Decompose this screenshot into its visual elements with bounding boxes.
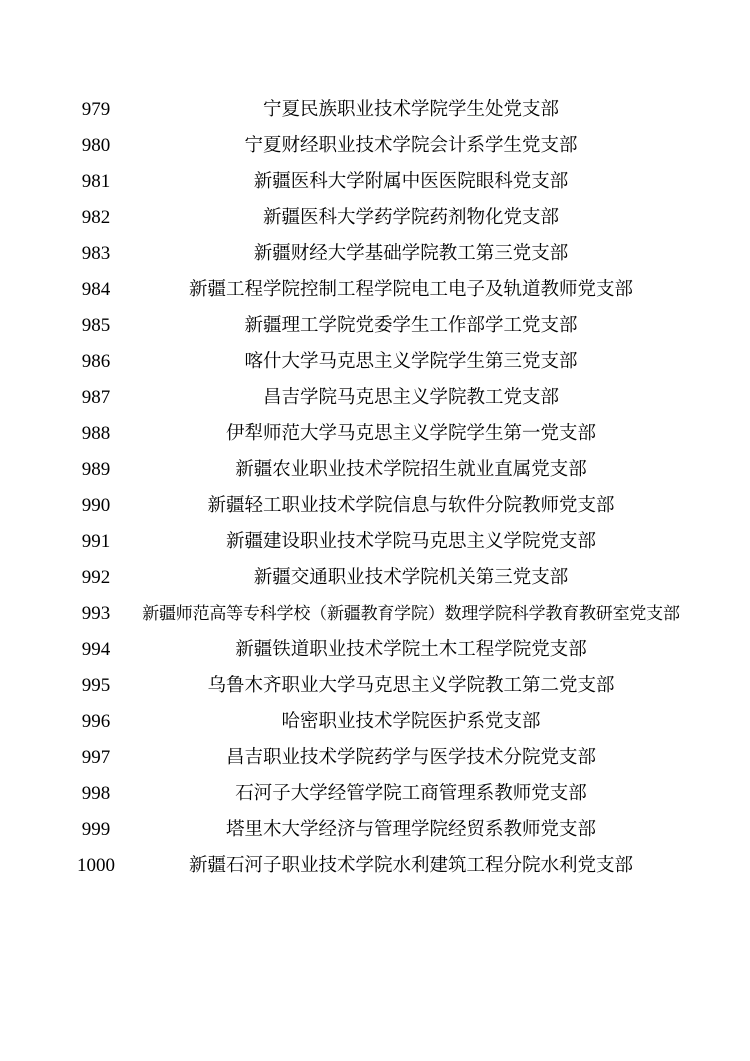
table-row xyxy=(60,91,690,127)
table-row xyxy=(60,235,690,271)
row-number: 979 xyxy=(81,98,111,120)
branch-name: 新疆铁道职业技术学院土木工程学院党支部 xyxy=(235,637,587,659)
row-number: 999 xyxy=(81,818,111,840)
branch-name: 新疆财经大学基础学院教工第三党支部 xyxy=(253,241,569,263)
row-number: 987 xyxy=(81,386,111,408)
table-row xyxy=(60,127,690,163)
branch-name: 新疆医科大学药学院药剂物化党支部 xyxy=(262,205,559,227)
branch-name: 新疆建设职业技术学院马克思主义学院党支部 xyxy=(225,529,596,551)
row-number: 980 xyxy=(81,134,111,156)
branch-name: 新疆交通职业技术学院机关第三党支部 xyxy=(253,565,569,587)
row-number: 984 xyxy=(81,278,111,300)
table-row xyxy=(60,775,690,811)
table-row xyxy=(60,379,690,415)
table-row xyxy=(60,271,690,307)
branch-name: 新疆农业职业技术学院招生就业直属党支部 xyxy=(235,457,587,479)
table-row xyxy=(60,523,690,559)
table-row xyxy=(60,415,690,451)
row-number: 991 xyxy=(81,530,111,552)
table-row xyxy=(60,631,690,667)
table-row xyxy=(60,343,690,379)
row-number: 989 xyxy=(81,458,111,480)
branch-name: 新疆医科大学附属中医医院眼科党支部 xyxy=(253,169,569,191)
row-number: 993 xyxy=(81,602,111,624)
row-number: 985 xyxy=(81,314,111,336)
branch-name: 新疆轻工职业技术学院信息与软件分院教师党支部 xyxy=(207,493,615,515)
row-number: 981 xyxy=(81,170,111,192)
table-row xyxy=(60,163,690,199)
table-row xyxy=(60,199,690,235)
branch-name: 新疆石河子职业技术学院水利建筑工程分院水利党支部 xyxy=(188,853,633,875)
table-row xyxy=(60,307,690,343)
row-number: 998 xyxy=(81,782,111,804)
row-number: 983 xyxy=(81,242,111,264)
row-number: 997 xyxy=(81,746,111,768)
branch-name: 新疆工程学院控制工程学院电工电子及轨道教师党支部 xyxy=(188,277,633,299)
table-row xyxy=(60,487,690,523)
table-row xyxy=(60,703,690,739)
branch-name: 宁夏财经职业技术学院会计系学生党支部 xyxy=(244,133,578,155)
row-number: 992 xyxy=(81,566,111,588)
branch-name: 昌吉学院马克思主义学院教工党支部 xyxy=(262,385,559,407)
row-number: 995 xyxy=(81,674,111,696)
table-row xyxy=(60,739,690,775)
branch-name: 喀什大学马克思主义学院学生第三党支部 xyxy=(244,349,578,371)
branch-name: 新疆师范高等专科学校（新疆教育学院）数理学院科学教育教研室党支部 xyxy=(142,603,680,623)
row-number: 996 xyxy=(81,710,111,732)
table-row xyxy=(60,811,690,847)
row-number: 986 xyxy=(81,350,111,372)
branch-name: 哈密职业技术学院医护系党支部 xyxy=(281,709,541,731)
table-row xyxy=(60,451,690,487)
branch-name: 宁夏民族职业技术学院学生处党支部 xyxy=(262,97,559,119)
row-number: 1000 xyxy=(77,854,115,876)
branch-name: 昌吉职业技术学院药学与医学技术分院党支部 xyxy=(225,745,596,767)
row-number: 990 xyxy=(81,494,111,516)
branch-name: 新疆理工学院党委学生工作部学工党支部 xyxy=(244,313,578,335)
branch-name: 伊犁师范大学马克思主义学院学生第一党支部 xyxy=(225,421,596,443)
table-row xyxy=(60,595,690,631)
branch-name: 石河子大学经管学院工商管理系教师党支部 xyxy=(235,781,587,803)
row-number: 982 xyxy=(81,206,111,228)
row-number: 994 xyxy=(81,638,111,660)
table-row xyxy=(60,847,690,883)
party-branch-list xyxy=(60,91,690,883)
row-number: 988 xyxy=(81,422,111,444)
branch-name: 乌鲁木齐职业大学马克思主义学院教工第二党支部 xyxy=(207,673,615,695)
branch-name: 塔里木大学经济与管理学院经贸系教师党支部 xyxy=(225,817,596,839)
table-row xyxy=(60,667,690,703)
table-row xyxy=(60,559,690,595)
